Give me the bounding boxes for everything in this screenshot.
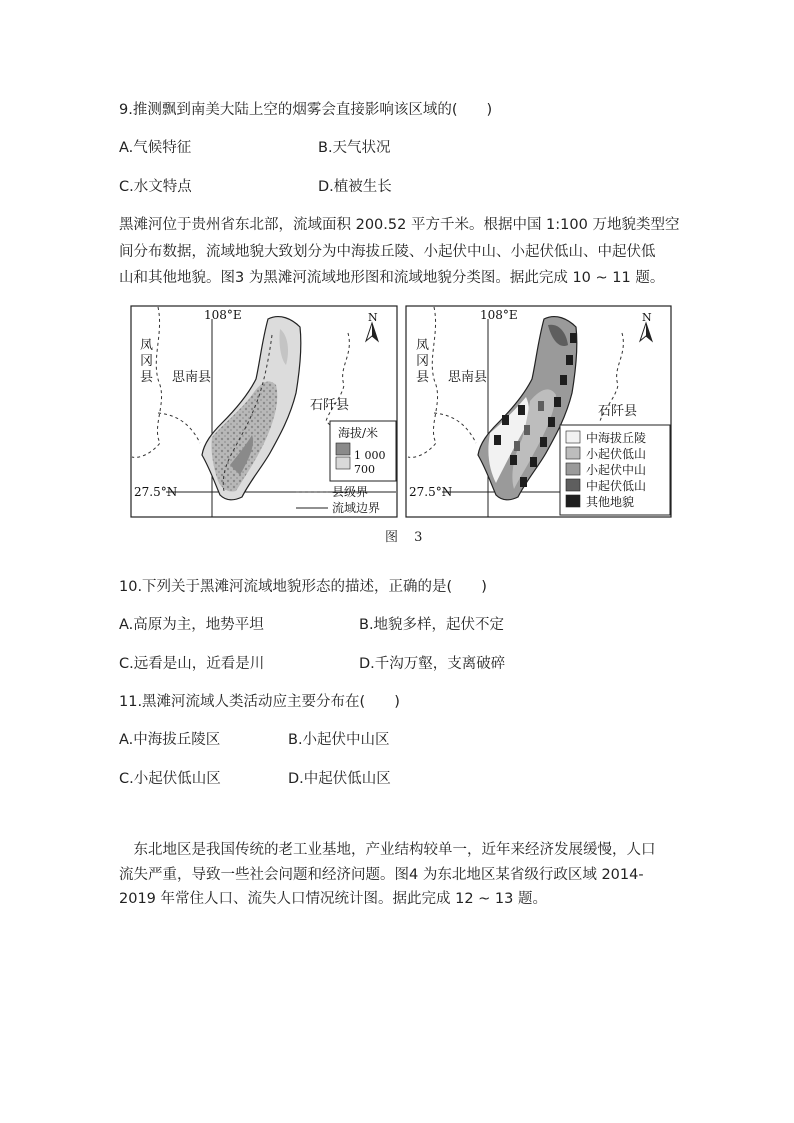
landform-other-cell <box>548 417 555 427</box>
landform-legend-label-hill: 中海拔丘陵 <box>586 431 647 445</box>
q9-option-d: D.植被生长 <box>318 179 392 195</box>
topo-map-panel <box>131 306 397 517</box>
topo-place-shiqian: 石阡县 <box>310 398 350 413</box>
passage2-line-2: 流失严重，导致一些社会问题和经济问题。图4 为东北地区某省级行政区域 2014- <box>119 867 644 883</box>
landform-other-cell <box>560 375 567 385</box>
topo-latitude-label: 27.5°N <box>134 485 178 499</box>
landform-legend-swatch-other <box>566 495 580 507</box>
landform-north-label: N <box>642 311 652 324</box>
landform-map-panel <box>406 306 671 517</box>
figure-3 <box>130 305 672 519</box>
q11-option-c: C.小起伏低山区 <box>119 771 221 787</box>
q11-stem: 11.黑滩河流域人类活动应主要分布在( ) <box>119 694 400 710</box>
q10-stem: 10.下列关于黑滩河流域地貌形态的描述，正确的是( ) <box>119 579 487 595</box>
topo-place-fenggang-2: 冈 <box>140 354 154 369</box>
landform-other-cell <box>518 405 525 415</box>
elevation-high-swatch <box>336 443 350 455</box>
landform-mid-relief-cell <box>514 441 520 451</box>
passage1-line-1: 黑滩河位于贵州省东北部，流域面积 200.52 平方千米。根据中国 1:100 万地貌类型空 <box>119 217 680 233</box>
landform-place-fenggang-2: 冈 <box>416 354 430 369</box>
landform-longitude-label: 108°E <box>480 308 518 322</box>
landform-legend-label-small-low: 小起伏低山 <box>586 447 647 461</box>
landform-place-fenggang-3: 县 <box>416 370 430 385</box>
elevation-value-high: 1 000 <box>354 449 386 462</box>
landform-other-cell <box>494 435 501 445</box>
landform-other-cell <box>520 477 527 487</box>
elevation-low-swatch <box>336 457 350 469</box>
landform-legend-swatch-small-mid <box>566 463 580 475</box>
topo-place-fenggang-3: 县 <box>140 370 154 385</box>
basin-boundary-label: 流域边界 <box>332 501 381 515</box>
q9-option-c: C.水文特点 <box>119 179 192 195</box>
landform-mid-relief-cell <box>524 425 530 435</box>
passage2-line-1: 东北地区是我国传统的老工业基地，产业结构较单一，近年来经济发展缓慢，人口 <box>119 842 656 858</box>
elevation-legend <box>330 421 396 481</box>
passage1-line-3: 山和其他地貌。图3 为黑滩河流域地形图和流域地貌分类图。据此完成 10 ~ 11 题。 <box>119 270 665 286</box>
landform-legend-label-mid-low: 中起伏低山 <box>586 479 647 493</box>
landform-legend-swatch-hill <box>566 431 580 443</box>
topo-north-label: N <box>368 311 378 324</box>
passage1-line-2: 间分布数据，流域地貌大致划分为中海拔丘陵、小起伏中山、小起伏低山、中起伏低 <box>119 244 656 260</box>
elevation-legend-title: 海拔/米 <box>338 426 379 440</box>
landform-legend-swatch-mid-low <box>566 479 580 491</box>
landform-legend-swatch-small-low <box>566 447 580 459</box>
landform-other-cell <box>566 355 573 365</box>
q11-option-b: B.小起伏中山区 <box>288 732 390 748</box>
topo-place-fenggang-1: 凤 <box>140 338 154 353</box>
topo-place-sinan: 思南县 <box>172 370 212 385</box>
landform-other-cell <box>530 457 537 467</box>
q9-option-a: A.气候特征 <box>119 140 192 156</box>
landform-other-cell <box>570 333 577 343</box>
q10-option-a: A.高原为主，地势平坦 <box>119 617 264 633</box>
county-boundary-label: 县级界 <box>332 485 369 499</box>
q10-option-d: D.千沟万壑，支离破碎 <box>359 656 506 672</box>
landform-latitude-label: 27.5°N <box>409 485 453 499</box>
landform-other-cell <box>510 455 517 465</box>
figure-3-caption: 图 3 <box>385 530 429 545</box>
landform-mid-relief-cell <box>538 401 544 411</box>
landform-other-cell <box>502 415 509 425</box>
landform-other-cell <box>554 397 561 407</box>
topo-longitude-label: 108°E <box>204 308 242 322</box>
landform-place-fenggang-1: 凤 <box>416 338 430 353</box>
q11-option-d: D.中起伏低山区 <box>288 771 391 787</box>
landform-place-sinan: 思南县 <box>448 370 488 385</box>
q9-stem: 9.推测飘到南美大陆上空的烟雾会直接影响该区域的( ) <box>119 102 493 118</box>
landform-place-shiqian: 石阡县 <box>598 404 638 419</box>
landform-other-cell <box>540 437 547 447</box>
landform-legend-label-other: 其他地貌 <box>586 495 635 509</box>
passage2-line-3: 2019 年常住人口、流失人口情况统计图。据此完成 12 ~ 13 题。 <box>119 891 547 907</box>
q10-option-b: B.地貌多样，起伏不定 <box>359 617 505 633</box>
landform-legend-label-small-mid: 小起伏中山 <box>586 463 647 477</box>
landform-legend <box>560 425 670 515</box>
q10-option-c: C.远看是山，近看是川 <box>119 656 265 672</box>
elevation-value-low: 700 <box>354 463 375 476</box>
q9-option-b: B.天气状况 <box>318 140 391 156</box>
q11-option-a: A.中海拔丘陵区 <box>119 732 221 748</box>
